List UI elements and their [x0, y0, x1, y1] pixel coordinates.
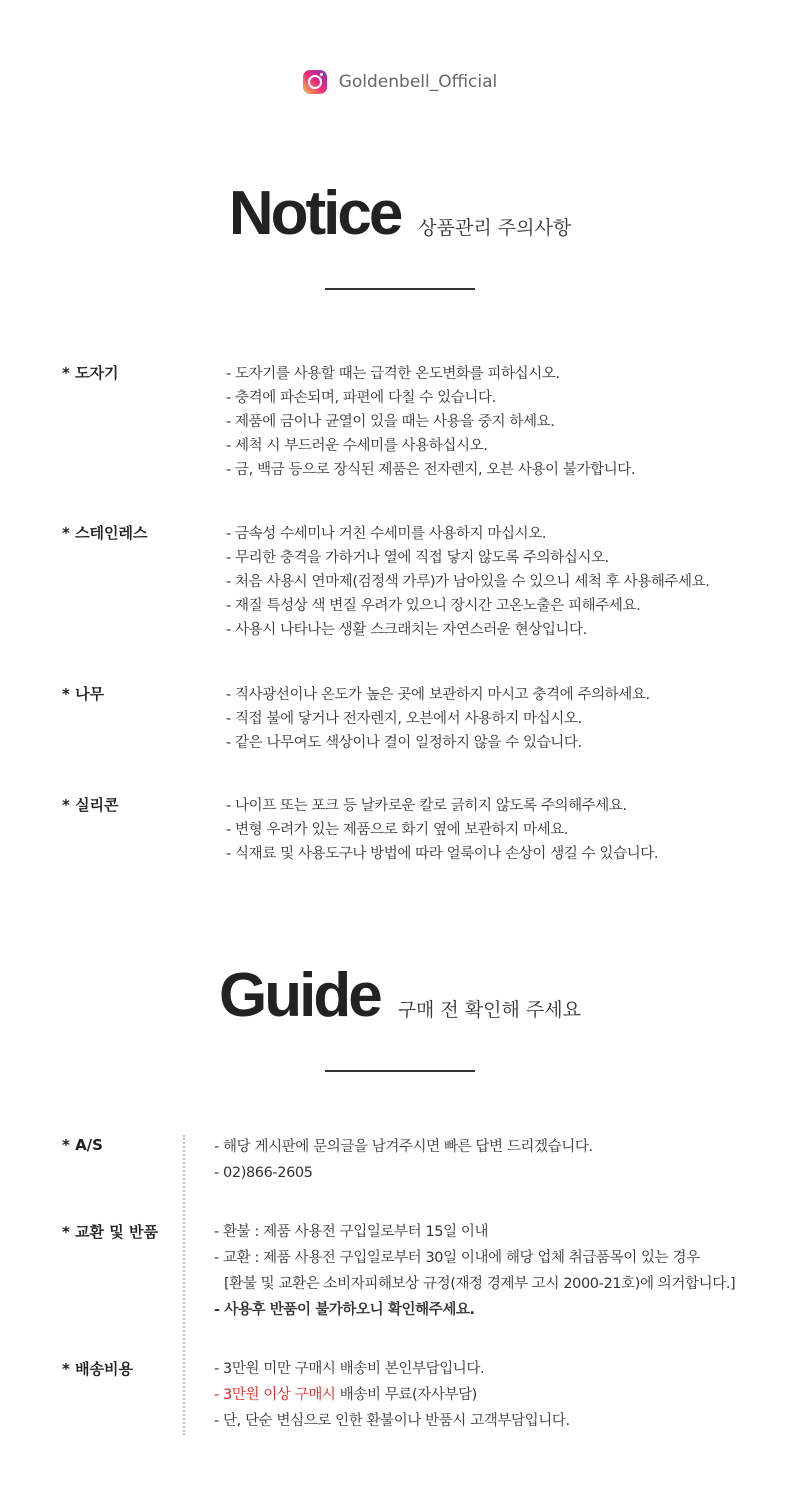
notice-subtitle: 상품관리 주의사항: [418, 217, 572, 239]
list-item: - 3만원 미만 구매시 배송비 본인부담입니다.: [214, 1361, 485, 1377]
section-label: * 나무: [62, 685, 105, 703]
list-item: - 금속성 수세미나 거친 수세미를 사용하지 마십시오.: [226, 526, 547, 542]
guide-divider: [325, 1070, 475, 1072]
list-item: - 변형 우려가 있는 제품으로 화기 옆에 보관하지 마세요.: [226, 822, 569, 838]
list-item: - 사용후 반품이 불가하오니 확인해주세요.: [214, 1302, 475, 1318]
list-item: [214, 1382, 570, 1408]
guide-title: Guide: [219, 961, 380, 1030]
free-shipping-highlight: - 3만원 이상 구매시: [214, 1387, 336, 1403]
notice-heading: [0, 178, 800, 249]
list-item: - 환불 : 제품 사용전 구입일로부터 15일 이내: [214, 1224, 489, 1240]
list-item: - 같은 나무여도 색상이나 결이 일정하지 않을 수 있습니다.: [226, 735, 582, 751]
section-label: * 배송비용: [62, 1360, 134, 1378]
notice-divider: [325, 288, 475, 290]
list-item: - 재질 특성상 색 변질 우려가 있으니 장시간 고온노출은 피해주세요.: [226, 598, 641, 614]
instagram-handle: Goldenbell_Official: [338, 72, 498, 92]
list-item: - 직접 불에 닿거나 전자렌지, 오븐에서 사용하지 마십시오.: [226, 711, 582, 727]
section-items: [226, 362, 635, 482]
free-shipping-text: 배송비 무료(자사부담): [335, 1387, 477, 1403]
section-items: [226, 794, 658, 866]
section-items: [214, 1219, 735, 1323]
list-item: - 세척 시 부드러운 수세미를 사용하십시오.: [226, 438, 488, 454]
section-items: [226, 683, 650, 755]
section-label: * A/S: [62, 1136, 103, 1154]
list-item: - 직사광선이나 온도가 높은 곳에 보관하지 마시고 충격에 주의하세요.: [226, 687, 650, 703]
section-label: * 스테인레스: [62, 524, 148, 542]
list-item: - 충격에 파손되며, 파편에 다칠 수 있습니다.: [226, 390, 496, 406]
guide-heading: [0, 960, 800, 1031]
guide-subtitle: 구매 전 확인해 주세요: [397, 999, 581, 1021]
list-item: - 무리한 충격을 가하거나 열에 직접 닿지 않도록 주의하십시오.: [226, 550, 609, 566]
phone-number: - 02)866-2605: [214, 1165, 313, 1181]
list-item: - 나이프 또는 포크 등 날카로운 칼로 긁히지 않도록 주의해주세요.: [226, 798, 627, 814]
list-item: - 제품에 금이나 균열이 있을 때는 사용을 중지 하세요.: [226, 414, 555, 430]
instagram-icon: [303, 70, 327, 94]
section-label: * 교환 및 반품: [62, 1223, 158, 1241]
list-item: [환불 및 교환은 소비자피해보상 규정(재정 경제부 고시 2000-21호)에 의거합니다.]: [224, 1276, 736, 1292]
list-item: - 금, 백금 등으로 장식된 제품은 전자렌지, 오븐 사용이 불가합니다.: [226, 462, 636, 478]
instagram-header: [0, 70, 800, 94]
list-item: - 사용시 나타나는 생활 스크래치는 자연스러운 현상입니다.: [226, 622, 587, 638]
notice-title: Notice: [228, 179, 401, 248]
section-items: [226, 522, 709, 642]
section-items: [214, 1134, 593, 1186]
list-item: - 처음 사용시 연마제(검정색 가루)가 남아있을 수 있으니 세척 후 사용해주세요.: [226, 574, 710, 590]
list-item: - 단, 단순 변심으로 인한 환불이나 반품시 고객부담입니다.: [214, 1413, 570, 1429]
list-item: - 식재료 및 사용도구나 방법에 따라 얼룩이나 손상이 생길 수 있습니다.: [226, 846, 659, 862]
list-item: - 교환 : 제품 사용전 구입일로부터 30일 이내에 해당 업체 취급품목이 있는 경우: [214, 1250, 700, 1266]
guide-dotted-divider: [183, 1135, 185, 1435]
section-label: * 실리콘: [62, 796, 119, 814]
section-items: [214, 1356, 570, 1434]
list-item: - 도자기를 사용할 때는 급격한 온도변화를 피하십시오.: [226, 366, 560, 382]
section-label: * 도자기: [62, 364, 119, 382]
list-item: - 해당 게시판에 문의글을 남겨주시면 빠른 답변 드리겠습니다.: [214, 1139, 593, 1155]
